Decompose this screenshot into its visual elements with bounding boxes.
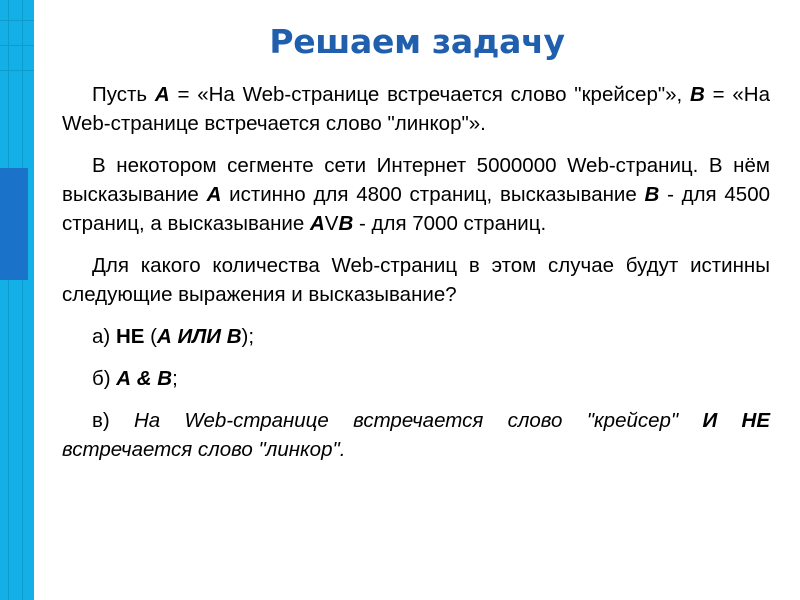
text: = «На Web-странице встречается слово "линкор"». bbox=[62, 83, 770, 135]
variable-a: А bbox=[154, 83, 170, 106]
side-accent-block bbox=[0, 168, 28, 280]
grid-line bbox=[0, 45, 34, 46]
grid-line bbox=[0, 20, 34, 21]
item-label: б) bbox=[92, 367, 117, 390]
task-item-c bbox=[62, 406, 770, 464]
paragraph-definitions bbox=[62, 80, 770, 138]
paragraph-conditions bbox=[62, 151, 770, 238]
expression: А & В bbox=[116, 367, 173, 390]
text: В некотором сегменте сети Интернет 5000000 Web-страниц. В нём высказывание bbox=[62, 154, 770, 206]
slide-title: Решаем задачу bbox=[269, 22, 565, 61]
variable-b: В bbox=[338, 212, 354, 235]
grid-line bbox=[22, 0, 23, 600]
text: ); bbox=[241, 325, 255, 348]
expression: А ИЛИ В bbox=[156, 325, 242, 348]
text: - для 7000 страниц. bbox=[353, 212, 547, 235]
task-item-b bbox=[62, 364, 770, 393]
statement: На Web-странице встречается слово "крейсер" bbox=[134, 409, 703, 432]
text: ( bbox=[144, 325, 157, 348]
item-label: а) bbox=[92, 325, 116, 348]
left-decorative-bar bbox=[0, 0, 34, 600]
grid-line bbox=[8, 0, 9, 600]
or-symbol: V bbox=[324, 212, 339, 235]
text: Пусть bbox=[92, 83, 155, 106]
grid-line bbox=[0, 70, 34, 71]
variable-a: А bbox=[206, 183, 222, 206]
operator-not: НЕ bbox=[115, 325, 145, 348]
variable-b: В bbox=[644, 183, 660, 206]
text: истинно для 4800 страниц, высказывание bbox=[221, 183, 645, 206]
task-item-a bbox=[62, 322, 770, 351]
variable-a: А bbox=[309, 212, 325, 235]
item-label: в) bbox=[92, 409, 134, 432]
operator-and-not: И НЕ bbox=[702, 409, 771, 432]
text: - для 4500 страниц, а высказывание bbox=[62, 183, 770, 235]
statement: встречается слово "линкор". bbox=[62, 438, 346, 461]
text: ; bbox=[172, 367, 178, 390]
task-text bbox=[62, 80, 770, 477]
paragraph-question: Для какого количества Web-страниц в этом случае будут истинны следующие выражения и высказывание? bbox=[62, 254, 770, 306]
text: = «На Web-странице встречается слово "крейсер"», bbox=[169, 83, 691, 106]
variable-b: В bbox=[690, 83, 705, 106]
